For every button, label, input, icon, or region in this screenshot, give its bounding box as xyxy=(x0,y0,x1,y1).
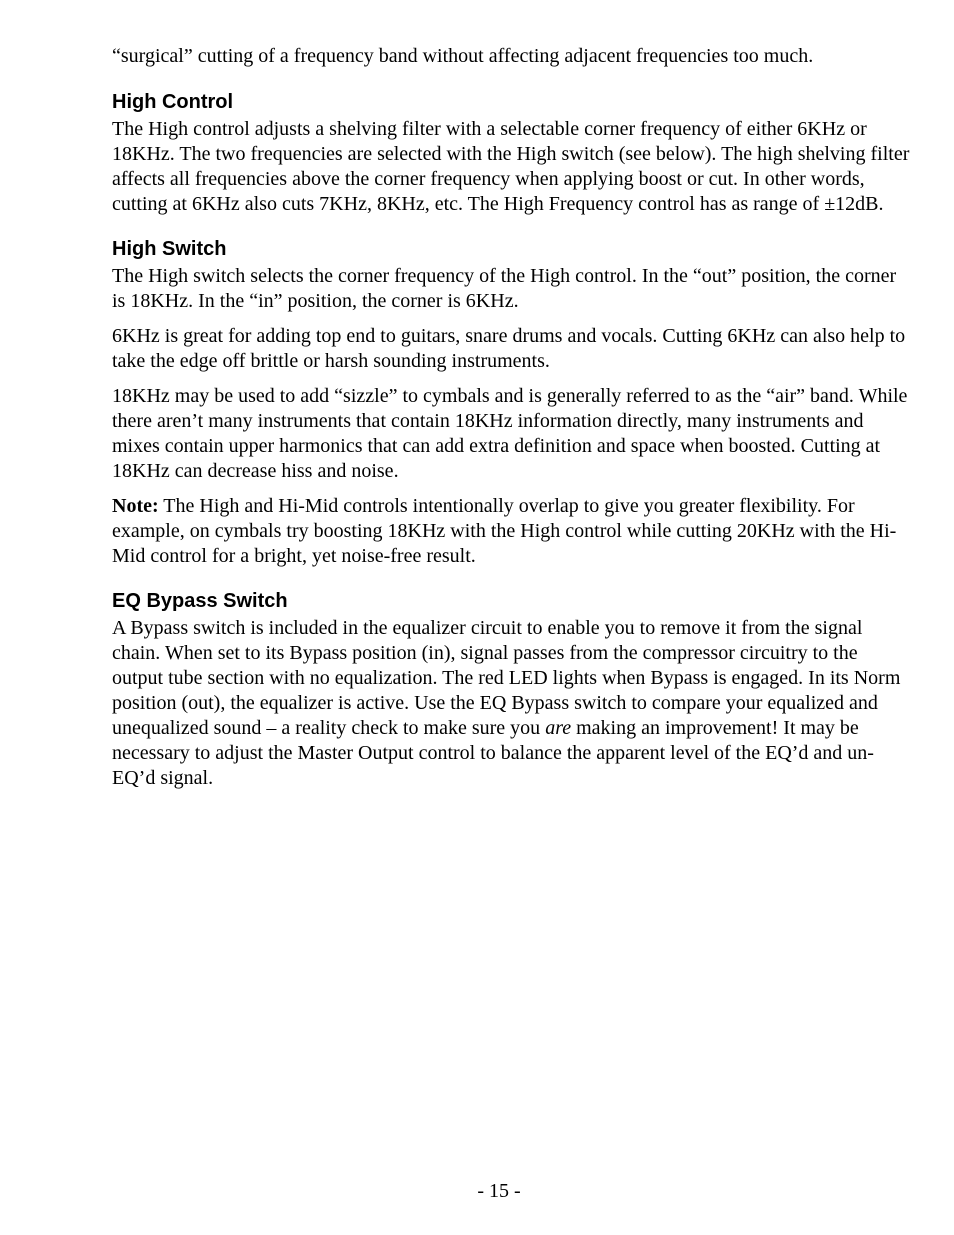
page-number: - 15 - xyxy=(477,1180,521,1202)
eq-bypass-heading: EQ Bypass Switch xyxy=(112,590,288,612)
high-switch-paragraph-1: The High switch selects the corner frequency of the High control. In the “out” position, the corner is 18KHz. In the “in” position, the corner is 6KHz. xyxy=(112,265,897,312)
document-page xyxy=(112,44,912,801)
intro-paragraph: “surgical” cutting of a frequency band without affecting adjacent frequencies too much. xyxy=(112,45,814,67)
note-text: The High and Hi-Mid controls intentionally overlap to give you greater flexibility. For example, on cymbals try boosting 18KHz with the High control while cutting 20KHz with the Hi-Mid control for a bright, yet noise-free result. xyxy=(112,495,897,567)
eq-bypass-emphasis: are xyxy=(545,717,572,739)
high-switch-heading: High Switch xyxy=(112,238,227,260)
high-control-heading: High Control xyxy=(112,91,234,113)
high-switch-paragraph-2: 6KHz is great for adding top end to guitars, snare drums and vocals. Cutting 6KHz can also help to take the edge off brittle or harsh sounding instruments. xyxy=(112,325,906,372)
eq-bypass-text-after: making an improvement! It may be necessary to adjust the Master Output control to balance the apparent level of the EQ’d and un-EQ’d signal. xyxy=(112,717,874,789)
note-label: Note: xyxy=(112,495,159,517)
note-paragraph xyxy=(112,494,912,569)
high-switch-paragraph-3: 18KHz may be used to add “sizzle” to cymbals and is generally referred to as the “air” band. While there aren’t many instruments that contain 18KHz information directly, many instruments and mixes contain upper harmonics that can add extra definition and space when boosted. Cutting at 18KHz can decrease hiss and noise. xyxy=(112,385,908,482)
high-control-paragraph: The High control adjusts a shelving filter with a selectable corner frequency of either 6KHz or 18KHz. The two frequencies are selected with the High switch (see below). The high shelving filter affects all frequencies above the corner frequency when applying boost or cut. In other words, cutting at 6KHz also cuts 7KHz, 8KHz, etc. The High Frequency control has as range of ±12dB. xyxy=(112,118,910,215)
eq-bypass-text-before: A Bypass switch is included in the equalizer circuit to enable you to remove it from the signal chain. When set to its Bypass position (in), signal passes from the compressor circuitry to the output tube section with no equalization. The red LED lights when Bypass is engaged. In its Norm position (out), the equalizer is active. Use the EQ Bypass switch to compare your equalized and unequalized sound – a reality check to make sure you xyxy=(112,617,901,739)
eq-bypass-paragraph xyxy=(112,616,912,791)
